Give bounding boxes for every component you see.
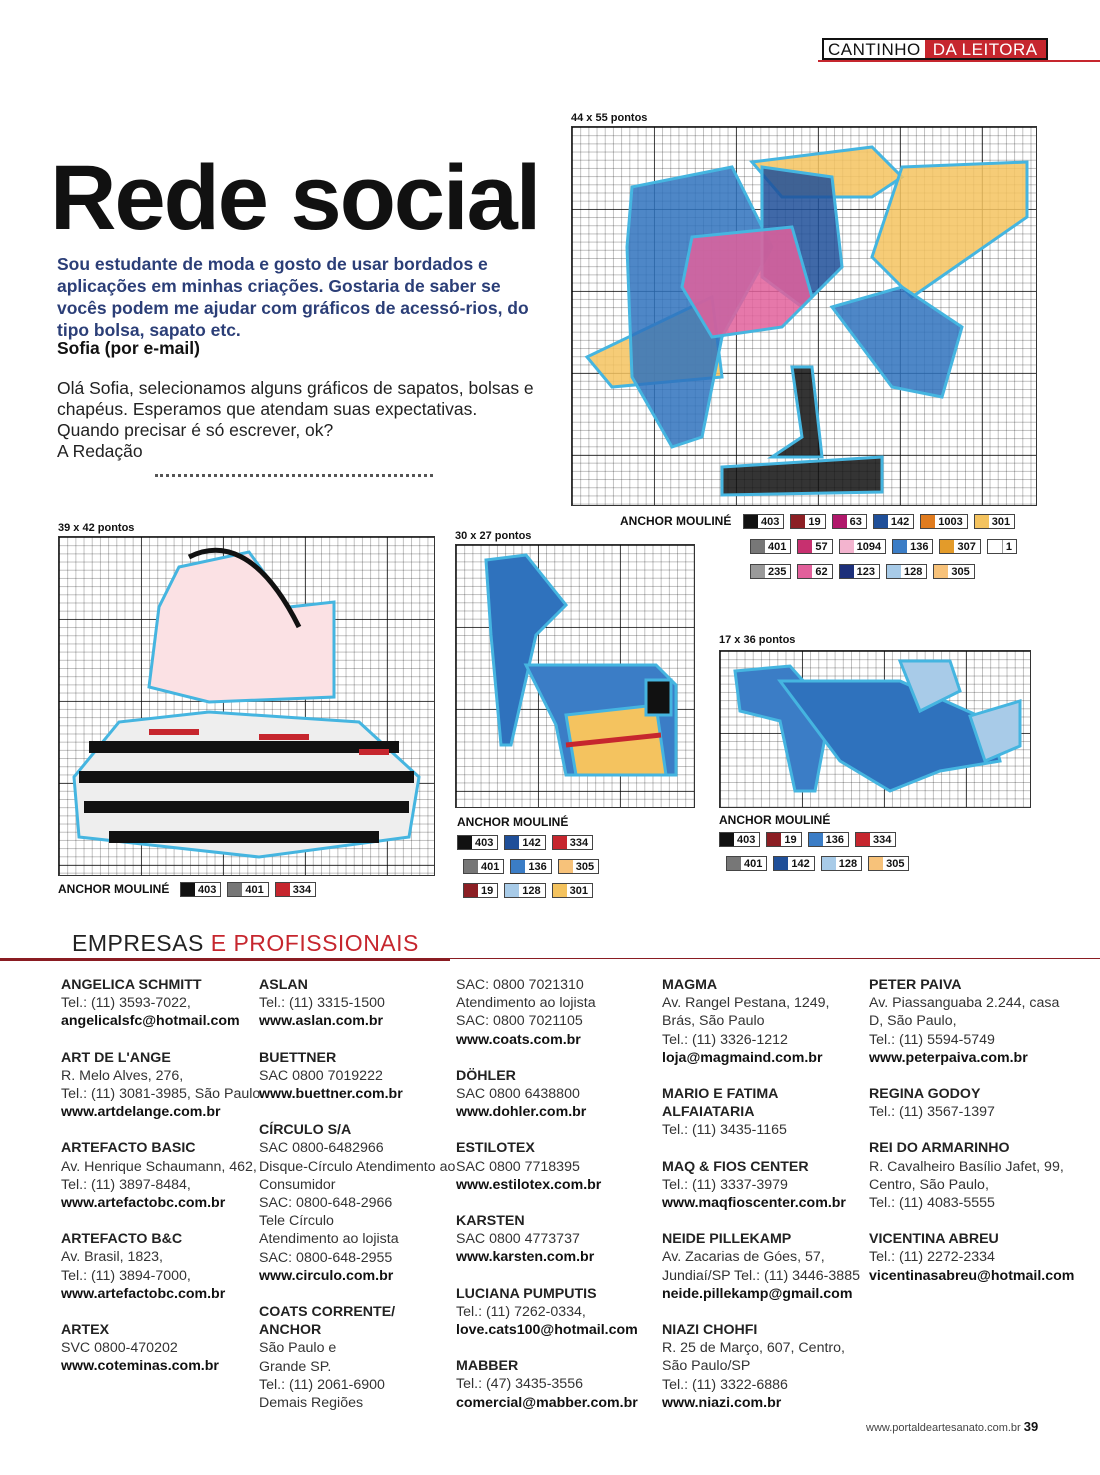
entry-detail: SAC 0800 4773737	[456, 1231, 580, 1248]
entry-name: MARIO E FATIMA ALFAIATARIA	[662, 1086, 778, 1121]
color-chip	[751, 540, 765, 553]
entry-name: CÍRCULO S/A	[259, 1122, 352, 1139]
color-chip	[559, 860, 573, 873]
shoe-legend-swatch: 403	[719, 832, 760, 847]
entry-detail: Tel.: (47) 3435-3556	[456, 1376, 583, 1393]
hat-legend-row-2	[750, 539, 1017, 554]
entry-contact-link[interactable]: www.dohler.com.br	[456, 1104, 587, 1121]
bag-chart-size: 39 x 42 pontos	[58, 522, 135, 534]
directory-entry	[259, 976, 459, 1031]
entry-name: PETER PAIVA	[869, 977, 962, 993]
shoe-legend-swatch: 19	[766, 832, 801, 847]
directory-entry	[869, 1085, 1069, 1121]
section-tag	[822, 38, 1048, 60]
entry-detail: SAC 0800 7019222	[259, 1067, 383, 1084]
entry-name: REGINA GODOY	[869, 1086, 981, 1103]
directory-entry	[259, 1121, 459, 1285]
directory-entry	[456, 976, 656, 1049]
directory-entry	[456, 1357, 656, 1412]
entry-detail: SVC 0800-470202	[61, 1340, 178, 1357]
entry-detail: Tel.: (11) 3593-7022,	[61, 995, 191, 1012]
heel-legend-title: ANCHOR MOULINÉ	[457, 815, 569, 829]
entry-name: ANGELICA SCHMITT	[61, 977, 202, 993]
directory-title	[72, 930, 419, 957]
entry-name: MAGMA	[662, 977, 718, 993]
heel-chart-grid	[455, 544, 695, 808]
color-chip	[727, 857, 741, 870]
hat-legend-swatch: 301	[974, 514, 1015, 529]
heel-chart-size: 30 x 27 pontos	[455, 530, 532, 542]
directory-entry	[662, 1085, 862, 1140]
shoe-legend-swatch: 142	[773, 856, 814, 871]
color-chip	[767, 833, 781, 846]
entry-detail: Tele Círculo	[259, 1213, 334, 1230]
directory-title-right: E PROFISSIONAIS	[210, 930, 419, 956]
directory-column-3	[456, 976, 656, 1430]
directory-entry	[61, 1049, 261, 1122]
color-chip	[511, 860, 525, 873]
color-chip	[464, 884, 478, 897]
color-chip	[744, 515, 758, 528]
entry-contact-link[interactable]: www.maqfioscenter.com.br	[662, 1195, 846, 1212]
entry-contact-link[interactable]: www.estilotex.com.br	[456, 1176, 602, 1193]
color-chip	[276, 883, 290, 896]
bag-legend-swatch: 401	[227, 882, 268, 897]
section-tag-right: DA LEITORA	[925, 40, 1046, 58]
entry-contact-link[interactable]: loja@magmaind.com.br	[662, 1049, 823, 1066]
shoe-legend-row-1	[719, 832, 896, 847]
heel-legend-row-1	[457, 835, 593, 850]
entry-detail: São Paulo e	[259, 1340, 337, 1357]
heel-legend-swatch: 142	[504, 835, 545, 850]
color-chip	[553, 836, 567, 849]
entry-contact-link[interactable]: www.aslan.com.br	[259, 1013, 384, 1030]
shoe-legend-swatch: 401	[726, 856, 767, 871]
entry-detail: Tel.: (11) 2061-6900	[259, 1376, 385, 1393]
color-chip	[798, 540, 812, 553]
bag-motif-body	[149, 552, 334, 702]
color-chip	[798, 565, 812, 578]
entry-detail: Tel.: (11) 3337-3979	[662, 1176, 788, 1193]
section-tag-left: CANTINHO	[824, 40, 925, 58]
color-chip	[856, 833, 870, 846]
heel-legend-swatch: 128	[504, 883, 545, 898]
hat-chart-size: 44 x 55 pontos	[571, 112, 648, 124]
shoe-chart-size: 17 x 36 pontos	[719, 634, 796, 646]
directory-entry	[662, 1321, 862, 1412]
hat-legend-row-1	[743, 514, 1015, 529]
entry-contact-link[interactable]: www.buettner.com.br	[259, 1086, 403, 1103]
page-number: 39	[1023, 1419, 1039, 1434]
entry-detail: SAC: 0800-648-2966	[259, 1195, 393, 1212]
bag-legend-swatch: 334	[275, 882, 316, 897]
color-chip	[921, 515, 935, 528]
entry-detail: Tel.: (11) 3081-3985, São Paulo	[61, 1086, 261, 1103]
hat-legend-swatch: 123	[839, 564, 880, 579]
hat-motif-base	[722, 457, 882, 495]
entry-name: REI DO ARMARINHO	[869, 1140, 1010, 1157]
hat-motif-bow-right	[832, 287, 962, 397]
hat-legend-swatch: 1003	[920, 514, 967, 529]
entry-contact-link[interactable]: www.coats.com.br	[456, 1031, 581, 1048]
editor-signature: A Redação	[57, 441, 143, 461]
entry-detail: Av. Piassanguaba 2.244, casa D, São Paulo,	[869, 995, 1060, 1030]
hat-legend-swatch: 1	[987, 539, 1017, 554]
hat-legend-swatch: 128	[886, 564, 927, 579]
entry-name: MABBER	[456, 1358, 519, 1375]
entry-detail: SAC: 0800-648-2955	[259, 1249, 393, 1266]
entry-detail: Av. Henrique Schaumann, 462,	[61, 1158, 257, 1175]
hat-legend-swatch: 19	[790, 514, 825, 529]
entry-contact-link[interactable]: vicentinasabreu@hotmail.com	[869, 1267, 1075, 1284]
entry-name: COATS CORRENTE/ ANCHOR	[259, 1304, 396, 1339]
color-chip	[833, 515, 847, 528]
heel-legend-swatch: 334	[552, 835, 593, 850]
hat-legend-swatch: 305	[933, 564, 974, 579]
entry-name: VICENTINA ABREU	[869, 1231, 999, 1248]
entry-detail: Tel.: (11) 5594-5749	[869, 1031, 995, 1048]
entry-detail: Tel.: (11) 2272-2334	[869, 1249, 995, 1266]
directory-entry	[662, 976, 862, 1067]
entry-detail: Tel.: (11) 7262-0334,	[456, 1303, 586, 1320]
entry-contact-link[interactable]: www.karsten.com.br	[456, 1249, 595, 1266]
page-footer	[866, 1419, 1038, 1434]
color-chip	[940, 540, 954, 553]
directory-entry	[456, 1067, 656, 1122]
color-chip	[458, 836, 472, 849]
hat-chart-grid	[571, 126, 1037, 506]
hat-legend-swatch: 403	[743, 514, 784, 529]
hat-legend-swatch: 57	[797, 539, 832, 554]
hat-legend-swatch: 235	[750, 564, 791, 579]
page-title: Rede social	[50, 147, 540, 249]
section-rule	[818, 60, 1100, 62]
entry-detail: SAC: 0800 7021310	[456, 977, 584, 993]
entry-detail: Grande SP.	[259, 1358, 332, 1375]
entry-detail: SAC 0800 6438800	[456, 1086, 580, 1103]
shoe-legend-swatch: 334	[855, 832, 896, 847]
directory-title-left: EMPRESAS	[72, 930, 204, 956]
entry-name: KARSTEN	[456, 1213, 525, 1230]
entry-contact-link[interactable]: www.coteminas.com.br	[61, 1358, 219, 1375]
hat-legend-swatch: 401	[750, 539, 791, 554]
color-chip	[869, 857, 883, 870]
reader-letter: Sou estudante de moda e gosto de usar bordados e aplicações em minhas criações. Gostaria de saber se vocês podem me ajudar com gráficos de acessó-rios, do tipo bolsa, sapato etc.	[57, 254, 529, 340]
shoe-legend-swatch: 136	[808, 832, 849, 847]
directory-entry	[869, 1139, 1069, 1212]
entry-detail: R. Cavalheiro Basílio Jafet, 99, Centro, São Paulo,	[869, 1158, 1064, 1193]
shoe-legend-title: ANCHOR MOULINÉ	[719, 813, 831, 827]
hat-motif-flower	[682, 227, 812, 337]
heel-motif-toe	[646, 680, 671, 715]
hat-legend-row-3	[750, 564, 975, 579]
entry-name: BUETTNER	[259, 1049, 337, 1066]
entry-name: NEIDE PILLEKAMP	[662, 1231, 792, 1248]
entry-contact-link[interactable]: angelicalsfc@hotmail.com	[61, 1013, 240, 1030]
directory-column-1	[61, 976, 261, 1394]
entry-detail: Av. Brasil, 1823,	[61, 1249, 163, 1266]
color-chip	[822, 857, 836, 870]
entry-detail: Atendimento ao lojista	[259, 1231, 399, 1248]
directory-entry	[662, 1158, 862, 1213]
color-chip	[840, 565, 854, 578]
directory-entry	[869, 976, 1069, 1067]
entry-detail: Disque-Círculo Atendimento ao Consumidor	[259, 1158, 456, 1193]
directory-entry	[61, 1321, 261, 1376]
hat-legend-title: ANCHOR MOULINÉ	[620, 514, 732, 528]
bag-chart-grid	[58, 536, 435, 876]
entry-contact-link[interactable]: comercial@mabber.com.br	[456, 1394, 638, 1411]
shoe-legend-row-2	[726, 856, 909, 871]
directory-entry	[259, 1303, 459, 1412]
entry-name: DÖHLER	[456, 1067, 516, 1084]
bag-legend-row	[180, 882, 316, 897]
entry-detail: R. 25 de Março, 607, Centro, São Paulo/SP	[662, 1340, 845, 1375]
hat-legend-swatch: 62	[797, 564, 832, 579]
shoe-legend-swatch: 305	[868, 856, 909, 871]
directory-entry	[259, 1049, 459, 1104]
color-chip	[505, 884, 519, 897]
entry-detail: Tel.: (11) 3326-1212	[662, 1031, 788, 1048]
directory-entry	[456, 1139, 656, 1194]
color-chip	[181, 883, 195, 896]
editor-reply: Olá Sofia, selecionamos alguns gráficos de sapatos, bolsas e chapéus. Esperamos que atendam suas expectativas. Quando precisar é só escrever, ok?	[57, 378, 534, 440]
entry-name: NIAZI CHOHFI	[662, 1322, 758, 1339]
directory-entry	[869, 1230, 1075, 1285]
color-chip	[228, 883, 242, 896]
entry-detail: R. Melo Alves, 276,	[61, 1067, 184, 1084]
directory-column-2	[259, 976, 459, 1430]
directory-entry	[61, 1139, 261, 1212]
hat-chart-motif	[572, 127, 1038, 507]
directory-entry	[456, 1285, 656, 1340]
heel-legend-row-3	[463, 883, 593, 898]
color-chip	[774, 857, 788, 870]
hat-legend-swatch: 1094	[839, 539, 886, 554]
color-chip	[553, 884, 567, 897]
reader-signature: Sofia (por e-mail)	[57, 338, 200, 358]
entry-detail: Tel.: (11) 3894-7000,	[61, 1267, 191, 1284]
directory-entry	[61, 1230, 261, 1303]
color-chip	[874, 515, 888, 528]
entry-detail: Atendimento ao lojista	[456, 995, 596, 1012]
heel-legend-row-2	[463, 859, 599, 874]
entry-detail: Tel.: (11) 3567-1397	[869, 1104, 995, 1121]
entry-name: ARTEX	[61, 1322, 110, 1339]
entry-contact-link[interactable]: www.circulo.com.br	[259, 1267, 394, 1284]
color-chip	[751, 565, 765, 578]
directory-entry	[456, 1212, 656, 1267]
color-chip	[934, 565, 948, 578]
bag-legend-swatch: 403	[180, 882, 221, 897]
heel-chart-motif	[456, 545, 696, 809]
directory-entry	[662, 1230, 862, 1303]
color-chip	[975, 515, 989, 528]
entry-contact-link[interactable]: neide.pillekamp@gmail.com	[662, 1285, 853, 1302]
heel-legend-swatch: 401	[463, 859, 504, 874]
bag-chart-motif	[59, 537, 436, 877]
entry-name: ESTILOTEX	[456, 1140, 535, 1157]
hat-legend-swatch: 307	[939, 539, 980, 554]
hat-legend-swatch: 63	[832, 514, 867, 529]
heel-legend-swatch: 305	[558, 859, 599, 874]
color-chip	[720, 833, 734, 846]
color-chip	[840, 540, 854, 553]
shoe-chart-grid	[719, 650, 1031, 808]
directory-rule-accent	[0, 958, 450, 961]
entry-name: ARTEFACTO BASIC	[61, 1140, 196, 1157]
entry-name: MAQ & FIOS CENTER	[662, 1158, 809, 1175]
entry-name: ARTEFACTO B&C	[61, 1231, 183, 1248]
color-chip	[809, 833, 823, 846]
entry-contact-link[interactable]: love.cats100@hotmail.com	[456, 1322, 638, 1339]
entry-contact-link[interactable]: www.artefactobc.com.br	[61, 1195, 226, 1212]
entry-detail: SAC: 0800 7021105	[456, 1013, 583, 1030]
hat-legend-swatch: 142	[873, 514, 914, 529]
entry-detail: Demais Regiões	[259, 1395, 364, 1412]
entry-contact-link[interactable]: www.artefactobc.com.br	[61, 1285, 226, 1302]
entry-detail: Tel.: (11) 4083-5555	[869, 1195, 995, 1212]
hat-legend-swatch: 136	[892, 539, 933, 554]
shoe-chart-motif	[720, 651, 1032, 809]
heel-legend-swatch: 136	[510, 859, 551, 874]
entry-name: ASLAN	[259, 977, 308, 993]
directory-column-4	[662, 976, 862, 1430]
entry-detail: Av. Rangel Pestana, 1249, Brás, São Paulo	[662, 995, 830, 1030]
color-chip	[505, 836, 519, 849]
entry-detail: Tel.: (11) 3435-1165	[662, 1122, 787, 1139]
entry-name: ART DE L'ANGE	[61, 1049, 171, 1066]
directory-column-5	[869, 976, 1075, 1303]
entry-detail: Tel.: (11) 3315-1500	[259, 995, 385, 1012]
entry-contact-link[interactable]: www.artdelange.com.br	[61, 1104, 221, 1121]
entry-detail: Tel.: (11) 3322-6886	[662, 1376, 788, 1393]
entry-detail: SAC 0800-6482966	[259, 1140, 384, 1157]
entry-detail: Av. Zacarias de Góes, 57, Jundiaí/SP Tel.: (11) 3446-3885	[662, 1249, 860, 1284]
entry-detail: Tel.: (11) 3897-8484,	[61, 1176, 191, 1193]
entry-detail: SAC 0800 7718395	[456, 1158, 580, 1175]
entry-name: LUCIANA PUMPUTIS	[456, 1285, 597, 1302]
color-chip	[464, 860, 478, 873]
hat-motif-stand	[772, 367, 822, 457]
heel-legend-swatch: 19	[463, 883, 498, 898]
color-chip	[791, 515, 805, 528]
directory-rule	[450, 958, 1100, 959]
footer-site: www.portaldeartesanato.com.br	[866, 1422, 1021, 1434]
directory-entry	[61, 976, 261, 1031]
bag-legend-title: ANCHOR MOULINÉ	[58, 882, 170, 896]
heel-legend-swatch: 403	[457, 835, 498, 850]
dotted-divider	[155, 474, 433, 477]
color-chip	[988, 540, 1003, 553]
shoe-legend-swatch: 128	[821, 856, 862, 871]
color-chip	[893, 540, 907, 553]
heel-legend-swatch: 301	[552, 883, 593, 898]
entry-contact-link[interactable]: www.peterpaiva.com.br	[869, 1049, 1028, 1066]
entry-contact-link[interactable]: www.niazi.com.br	[662, 1394, 782, 1411]
color-chip	[887, 565, 901, 578]
